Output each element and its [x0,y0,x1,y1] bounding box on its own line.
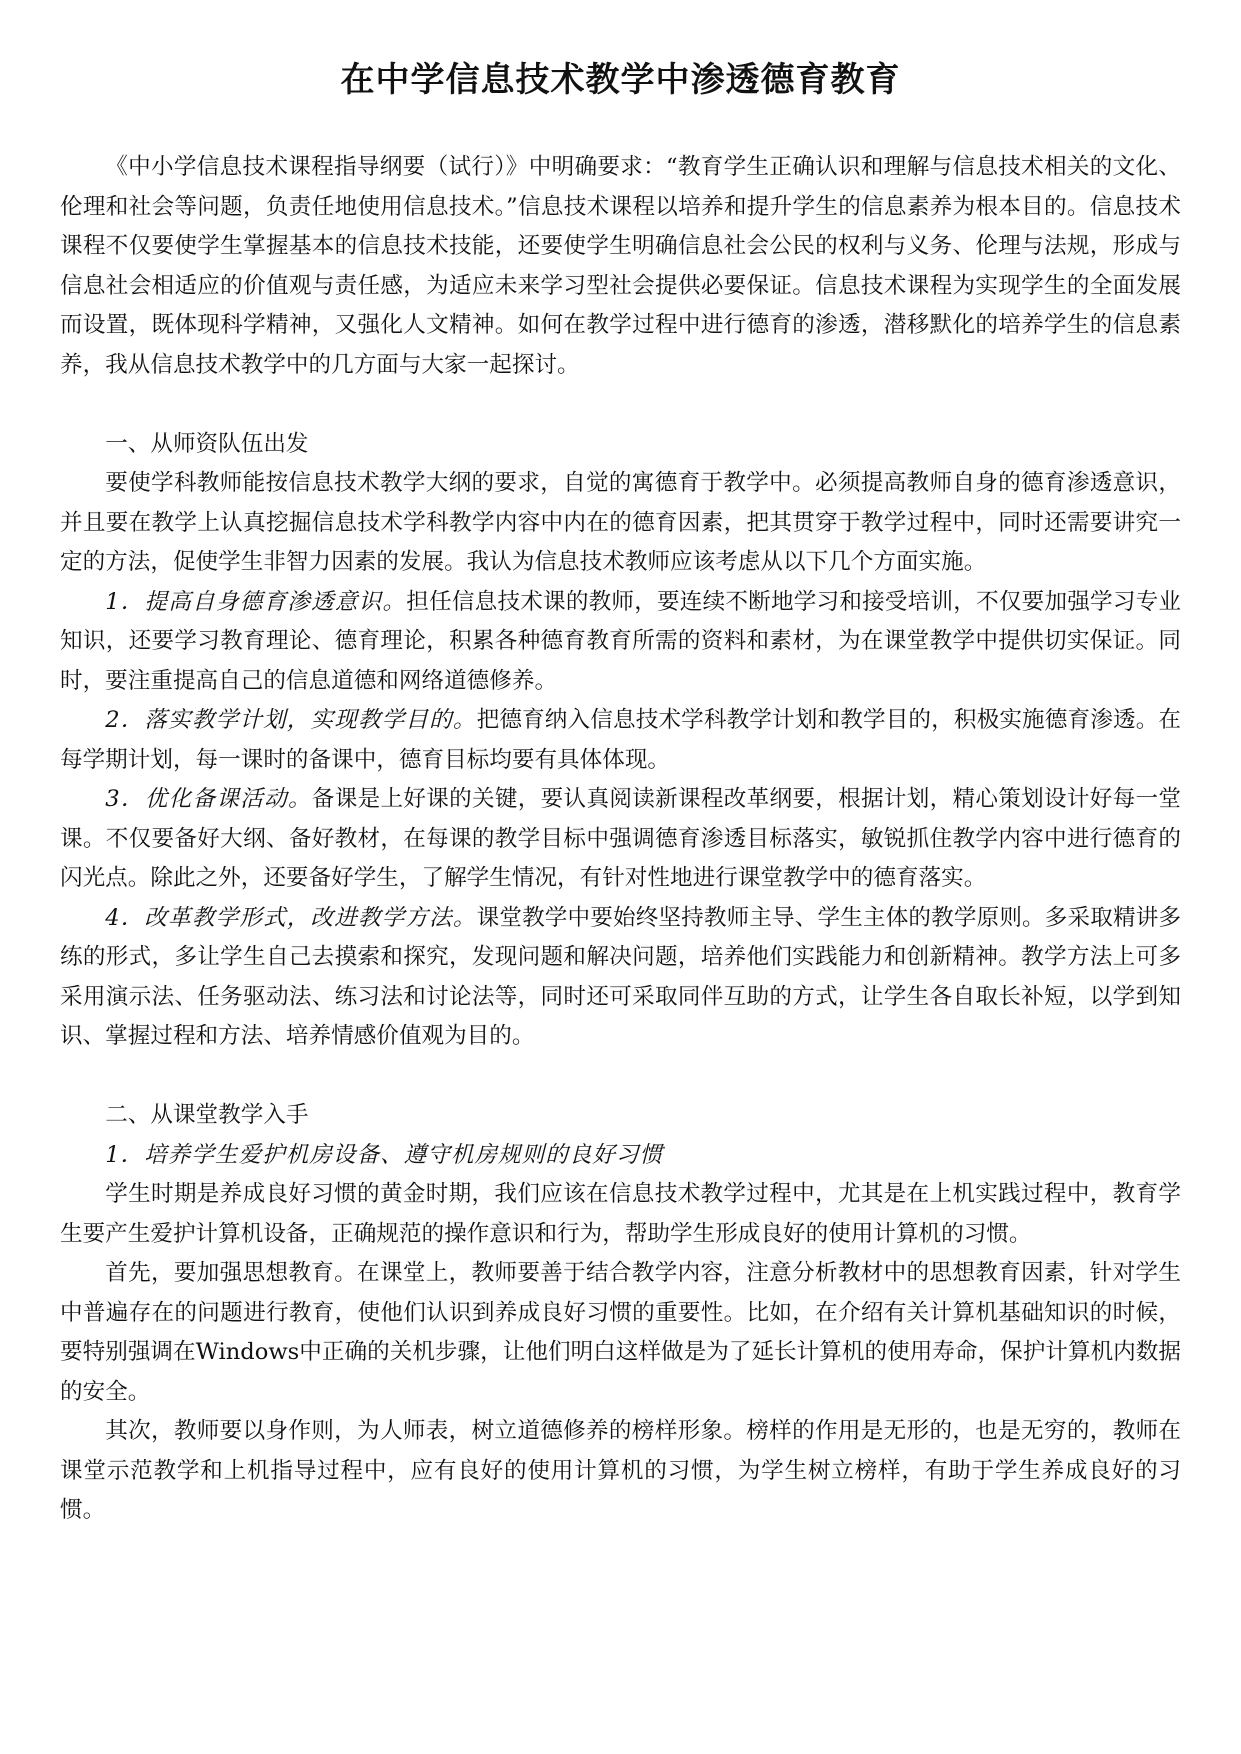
intro-paragraph: 《中小学信息技术课程指导纲要（试行）》中明确要求：“教育学生正确认识和理解与信息技术相关的文化、伦理和社会等问题，负责任地使用信息技术。”信息技术课程以培养和提升学生的信息素养为根本目的。信息技术课程不仅要使学生掌握基本的信息技术技能，还要使学生明确信息社会公民的权利与义务、伦理与法规，形成与信息社会相适应的价值观与责任感，为适应未来学习型社会提供必要保证。信息技术课程为实现学生的全面发展而设置，既体现科学精神，又强化人文精神。如何在教学过程中进行德育的渗透，潜移默化的培养学生的信息素养，我从信息技术教学中的几方面与大家一起探讨。 [60,154,1181,378]
item-4-lead: 4．改革教学形式，改进教学方法。 [105,904,477,931]
section-2-heading: 二、从课堂教学入手 [105,1102,309,1128]
section-1-paragraph: 要使学科教师能按信息技术教学大纲的要求，自觉的寓德育于教学中。必须提高教师自身的德育渗透意识，并且要在教学上认真挖掘信息技术学科教学内容中内在的德育因素，把其贯穿于教学过程中，同时还需要讲究一定的方法，促使学生非智力因素的发展。我认为信息技术教师应该考虑从以下几个方面实施。 [60,470,1181,575]
document-body [60,148,1181,1531]
section-1-item-3 [60,780,1181,899]
section-2-paragraph-2: 首先，要加强思想教育。在课堂上，教师要善于结合教学内容，注意分析教材中的思想教育因素，针对学生中普遍存在的问题进行教育，使他们认识到养成良好习惯的重要性。比如，在介绍有关计算机基础知识的时候，要特别强调在Windows中正确的关机步骤，让他们明白这样做是为了延长计算机的使用寿命，保护计算机内数据的安全。 [60,1260,1181,1405]
paragraph-gap [60,1057,1181,1097]
item-1-text: 担任信息技术课的教师，要连续不断地学习和接受培训，不仅要加强学习专业知识，还要学习教育理论、德育理论，积累各种德育教育所需的资料和素材，为在课堂教学中提供切实保证。同时，要注重提高自己的信息道德和网络道德修养。 [60,588,1182,694]
item-3-text: 备课是上好课的关键，要认真阅读新课程改革纲要，根据计划，精心策划设计好每一堂课。不仅要备好大纲、备好教材，在每课的教学目标中强调德育渗透目标落实，敏锐抓住教学内容中进行德育的闪光点。除此之外，还要备好学生，了解学生情况，有针对性地进行课堂教学中的德育落实。 [60,786,1182,891]
item-4-text: 课堂教学中要始终坚持教师主导、学生主体的教学原则。多采取精讲多练的形式，多让学生自己去摸索和探究，发现问题和解决问题，培养他们实践能力和创新精神。教学方法上可多采用演示法、任务驱动法、练习法和讨论法等，同时还可采取同伴互助的方式，让学生各自取长补短，以学到知识、掌握过程和方法、培养情感价值观为目的。 [60,904,1182,1049]
item-1-lead: 1．提高自身德育渗透意识。 [105,588,407,615]
section-2-subheading: 1．培养学生爱护机房设备、遵守机房规则的良好习惯 [105,1141,664,1168]
section-2-paragraph-3: 其次，教师要以身作则，为人师表，树立道德修养的榜样形象。榜样的作用是无形的，也是无穷的，教师在课堂示范教学和上机指导过程中，应有良好的使用计算机的习惯，为学生树立榜样，有助于学生养成良好的习惯。 [60,1418,1181,1523]
section-1-item-1 [60,583,1181,702]
item-2-text: 把德育纳入信息技术学科教学计划和教学目的，积极实施德育渗透。在每学期计划，每一课时的备课中，德育目标均要有具体体现。 [60,707,1182,773]
section-2-paragraph-1: 学生时期是养成良好习惯的黄金时期，我们应该在信息技术教学过程中，尤其是在上机实践过程中，教育学生要产生爱护计算机设备，正确规范的操作意识和行为，帮助学生形成良好的使用计算机的习惯。 [60,1181,1181,1247]
document-title: 在中学信息技术教学中渗透德育教育 [340,60,901,100]
section-1-item-4 [60,899,1181,1057]
section-1-item-2 [60,701,1181,780]
item-3-lead: 3．优化备课活动。 [105,786,312,812]
section-1-heading: 一、从师资队伍出发 [105,430,309,457]
item-2-lead: 2．落实教学计划，实现教学目的。 [105,707,477,733]
paragraph-gap [60,385,1181,425]
